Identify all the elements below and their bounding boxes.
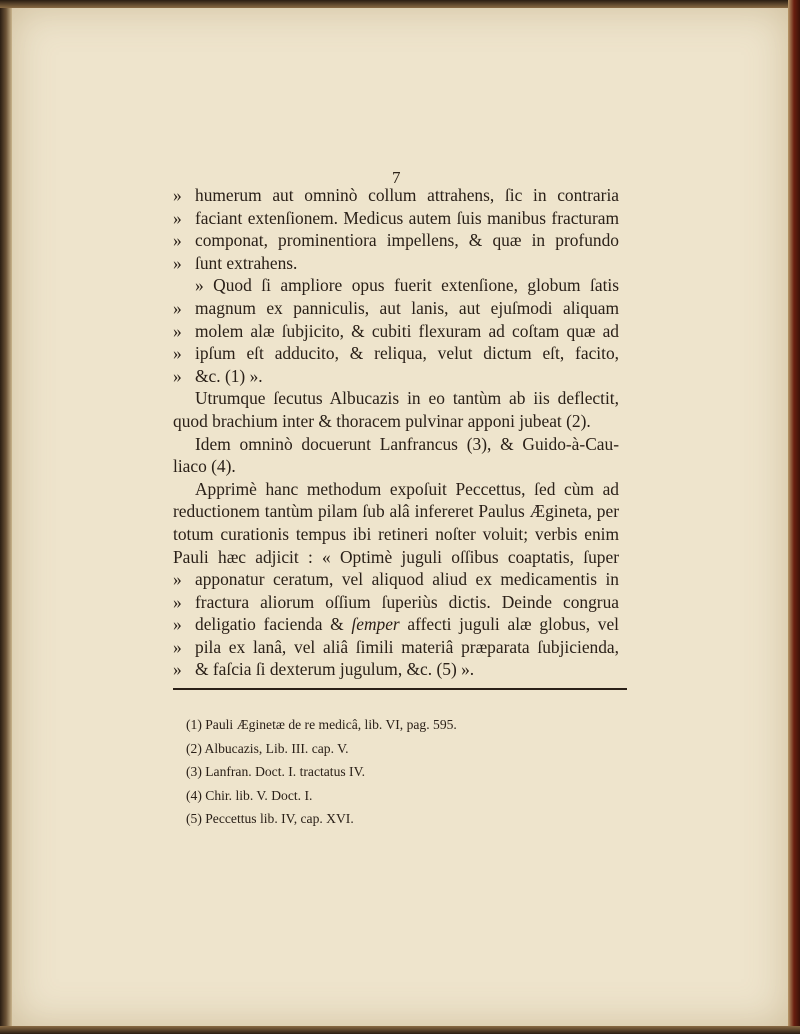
quote-mark: »	[173, 320, 182, 341]
text-line: Pauli hæc adjicit : « Optimè juguli oſſibus coaptatis, ſuper	[173, 546, 619, 567]
text-line: totum curationis tempus ibi retineri noſter voluit; verbis enim	[173, 523, 619, 544]
text-line: Idem omninò docuerunt Lanfrancus (3), & Guido-à-Cau-	[195, 433, 619, 454]
text-line: » molem alæ ſubjicito, & cubiti flexuram ad coſtam quæ ad	[173, 320, 619, 341]
page-edge-top	[0, 0, 800, 8]
quote-mark: »	[173, 252, 182, 273]
quote-mark: »	[173, 591, 182, 612]
text-line: » apponatur ceratum, vel aliquod aliud ex medicamentis in	[173, 569, 619, 590]
quote-mark: »	[173, 569, 182, 590]
quote-mark: »	[173, 207, 182, 228]
quote-mark: »	[173, 343, 182, 364]
text-line: » componat, prominentiora impellens, & quæ in profundo	[173, 230, 619, 251]
text-line: » deligatio facienda & ſemper affecti juguli alæ globus, vel	[173, 614, 620, 635]
italic-word: ſemper	[351, 614, 400, 635]
text-line: reductionem tantùm pilam ſub alâ infereret Paulus Ægineta, per	[173, 501, 619, 522]
quote-mark: »	[173, 230, 182, 251]
text-line: » Quod ſi ampliore opus fuerit extenſione, globum ſatis	[195, 275, 619, 296]
text-line: » fractura aliorum oſſium ſuperiùs dictis. Deinde congrua	[173, 591, 619, 612]
footnote: (5) Peccettus lib. IV, cap. XVI.	[186, 811, 354, 827]
footnote: (2) Albucazis, Lib. III. cap. V.	[186, 740, 349, 756]
footnotes	[186, 715, 626, 833]
text-line: » magnum ex panniculis, aut lanis, aut ejuſmodi aliquam	[173, 297, 619, 318]
text-line: liaco (4).	[173, 456, 236, 477]
footnote: (3) Lanfran. Doct. I. tractatus IV.	[186, 764, 366, 780]
quote-mark: »	[173, 636, 182, 657]
quote-mark: »	[173, 659, 182, 680]
footnote: (4) Chir. lib. V. Doct. I.	[186, 787, 313, 803]
text-line: » pila ex lanâ, vel aliâ ſimili materiâ præparata ſubjicienda,	[173, 636, 619, 657]
footnote: (1) Pauli Æginetæ de re medicâ, lib. VI, pag. 595.	[186, 717, 457, 732]
text-line: » & faſcia ſi dexterum jugulum, &c. (5) ».	[173, 659, 475, 680]
page-edge-bottom	[0, 1026, 800, 1034]
quote-mark: »	[173, 365, 182, 386]
quote-mark: »	[173, 297, 182, 318]
text-line: » faciant extenſionem. Medicus autem ſuis manibus fracturam	[173, 207, 619, 228]
quote-mark: »	[173, 614, 182, 635]
text-line: » ſunt extrahens.	[173, 252, 298, 273]
text-line: » humerum aut omninò collum attrahens, ſic in contraria	[173, 185, 619, 205]
text-line: » &c. (1) ».	[173, 365, 263, 386]
book-cover-edge-right	[788, 0, 800, 1034]
text-line: » ipſum eſt adducito, & reliqua, velut dictum eſt, facito,	[173, 343, 619, 364]
text-line: Apprimè hanc methodum expoſuit Peccettus, ſed cùm ad	[195, 478, 619, 499]
book-binding-left	[0, 0, 12, 1034]
main-text	[173, 184, 619, 681]
text-line: quod brachium inter & thoracem pulvinar apponi jubeat (2).	[173, 410, 591, 431]
text-line: Utrumque ſecutus Albucazis in eo tantùm ab iis deflectit,	[195, 388, 619, 409]
footnote-separator-rule	[173, 688, 627, 690]
quote-mark: »	[173, 185, 182, 205]
page-number: 7	[392, 168, 401, 187]
